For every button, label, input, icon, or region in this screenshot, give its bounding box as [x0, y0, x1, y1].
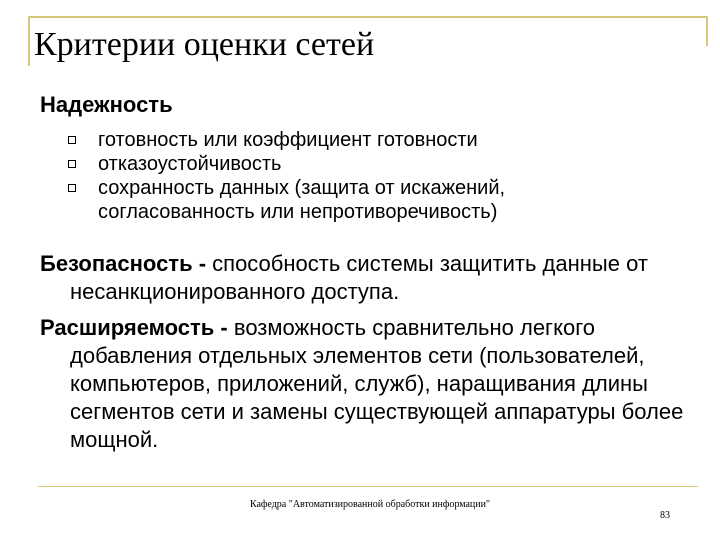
slide-title: Критерии оценки сетей: [34, 26, 375, 63]
page-number: 83: [660, 510, 670, 521]
scalability-text: возможность сравнительно легкого добавления отдельных элементов сети (пользователей, компьютеров, приложений, служб), наращивания длины сегментов сети и замены существующей аппаратуры более мощной.: [70, 315, 684, 452]
list-item-text: готовность или коэффициент готовности: [98, 129, 478, 151]
list-item-text: отказоустойчивость: [98, 153, 282, 175]
footer-department: Кафедра "Автоматизированной обработки информации": [249, 499, 491, 510]
square-bullet-icon: [68, 160, 76, 168]
list-item: [62, 176, 622, 224]
reliability-list: [62, 128, 622, 224]
scalability-term: Расширяемость -: [40, 315, 228, 340]
frame-left-border: [28, 16, 30, 66]
list-item: [62, 128, 622, 152]
square-bullet-icon: [68, 184, 76, 192]
list-item: [62, 152, 622, 176]
scalability-paragraph: [40, 314, 690, 454]
frame-right-border: [706, 16, 708, 46]
square-bullet-icon: [68, 136, 76, 144]
security-paragraph: [40, 250, 690, 306]
list-item-text: сохранность данных (защита от искажений, согласованность или непротиворечивость): [98, 177, 506, 223]
security-text: способность системы защитить данные от несанкционированного доступа.: [70, 251, 648, 304]
reliability-heading: Надежность: [40, 92, 173, 117]
security-term: Безопасность -: [40, 251, 207, 276]
frame-top-border: [28, 16, 708, 18]
footer-divider: [38, 486, 698, 487]
